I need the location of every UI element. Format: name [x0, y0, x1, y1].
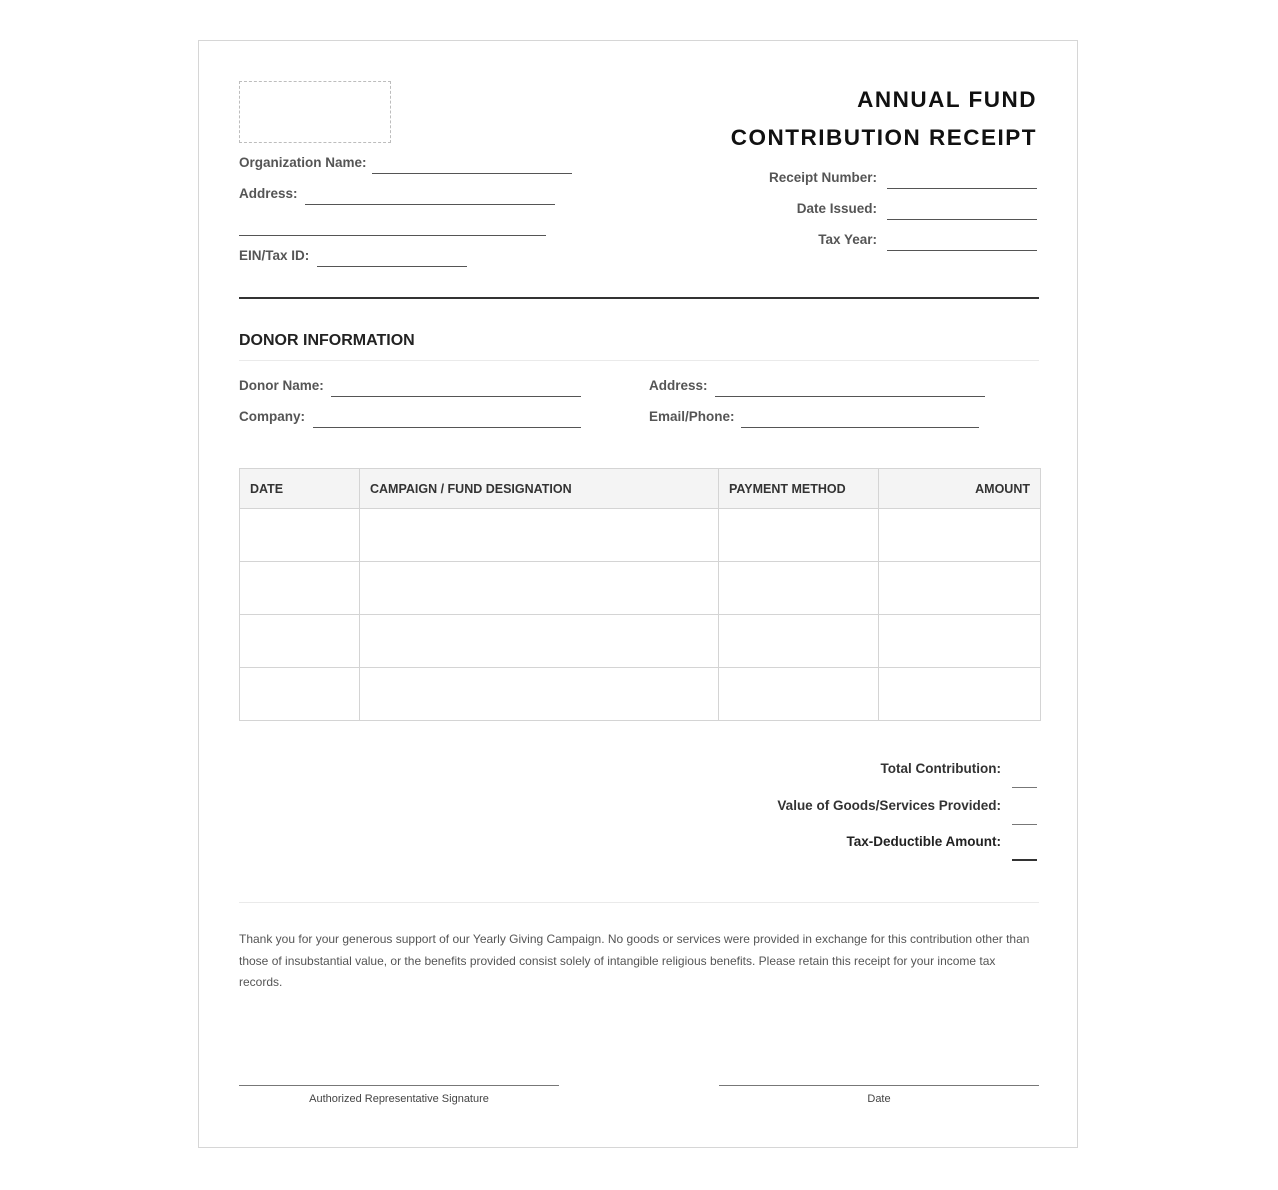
total-contribution-label: Total Contribution:	[880, 761, 1001, 776]
donor-address-label: Address:	[649, 378, 708, 393]
tax-year-field[interactable]	[887, 250, 1037, 251]
header-divider	[239, 297, 1039, 299]
note-divider	[239, 902, 1039, 903]
tax-deductible-label: Tax-Deductible Amount:	[846, 834, 1001, 849]
acknowledgment-note: Thank you for your generous support of our Yearly Giving Campaign. No goods or services were provided in exchange for this contribution other than those of insubstantial value, or the benefits provided consist solely of intangible religious benefits. Please retain this receipt for your income tax records.	[239, 932, 1030, 989]
organization-name-label: Organization Name:	[239, 155, 367, 170]
receipt-number-field[interactable]	[887, 188, 1037, 189]
donor-contact-field[interactable]	[741, 427, 979, 428]
table-row	[240, 562, 1041, 615]
donor-company-field[interactable]	[313, 427, 581, 428]
signature-line[interactable]	[239, 1085, 559, 1086]
column-header-payment-method: PAYMENT METHOD	[719, 469, 879, 509]
date-issued-label: Date Issued:	[796, 201, 877, 216]
receipt-sheet	[198, 40, 1078, 1148]
goods-services-label: Value of Goods/Services Provided:	[777, 798, 1001, 813]
amount-cell[interactable]	[879, 562, 1041, 615]
total-contribution-field[interactable]	[1012, 787, 1037, 788]
signature-caption: Authorized Representative Signature	[309, 1093, 489, 1105]
donor-section-divider	[239, 360, 1039, 361]
receipt-number-label: Receipt Number:	[768, 170, 877, 185]
donor-address-field[interactable]	[715, 396, 985, 397]
date-cell[interactable]	[240, 562, 360, 615]
logo-placeholder[interactable]	[239, 81, 391, 143]
tax-deductible-field[interactable]	[1012, 859, 1037, 861]
table-row	[240, 509, 1041, 562]
amount-cell[interactable]	[879, 509, 1041, 562]
donor-contact-label: Email/Phone:	[649, 409, 735, 424]
date-cell[interactable]	[240, 509, 360, 562]
signature-date-caption: Date	[867, 1093, 891, 1105]
column-header-campaign: CAMPAIGN / FUND DESIGNATION	[360, 469, 719, 509]
donor-name-field[interactable]	[331, 396, 581, 397]
campaign-cell[interactable]	[360, 615, 719, 668]
payment-method-cell[interactable]	[719, 615, 879, 668]
donor-name-label: Donor Name:	[239, 378, 324, 393]
organization-name-field[interactable]	[372, 173, 572, 174]
signature-date-line[interactable]	[719, 1085, 1039, 1086]
tax-year-label: Tax Year:	[818, 232, 877, 247]
amount-cell[interactable]	[879, 668, 1041, 721]
campaign-cell[interactable]	[360, 562, 719, 615]
organization-address-label: Address:	[239, 186, 298, 201]
ein-field[interactable]	[317, 266, 467, 267]
ein-label: EIN/Tax ID:	[239, 248, 310, 263]
amount-cell[interactable]	[879, 615, 1041, 668]
contributions-table	[239, 468, 1041, 721]
donor-company-label: Company:	[239, 409, 306, 424]
campaign-cell[interactable]	[360, 509, 719, 562]
organization-address-field[interactable]	[305, 204, 555, 205]
payment-method-cell[interactable]	[719, 562, 879, 615]
title-line-2: CONTRIBUTION RECEIPT	[730, 125, 1037, 150]
column-header-date: DATE	[240, 469, 360, 509]
organization-address-field-line-2[interactable]	[239, 235, 546, 236]
goods-services-field[interactable]	[1012, 824, 1037, 825]
column-header-amount: AMOUNT	[879, 469, 1041, 509]
donor-section-title: DONOR INFORMATION	[239, 332, 415, 349]
table-header-row	[240, 469, 1041, 509]
date-cell[interactable]	[240, 668, 360, 721]
date-cell[interactable]	[240, 615, 360, 668]
payment-method-cell[interactable]	[719, 668, 879, 721]
campaign-cell[interactable]	[360, 668, 719, 721]
date-issued-field[interactable]	[887, 219, 1037, 220]
table-row	[240, 668, 1041, 721]
table-row	[240, 615, 1041, 668]
payment-method-cell[interactable]	[719, 509, 879, 562]
title-line-1: ANNUAL FUND	[857, 87, 1037, 112]
